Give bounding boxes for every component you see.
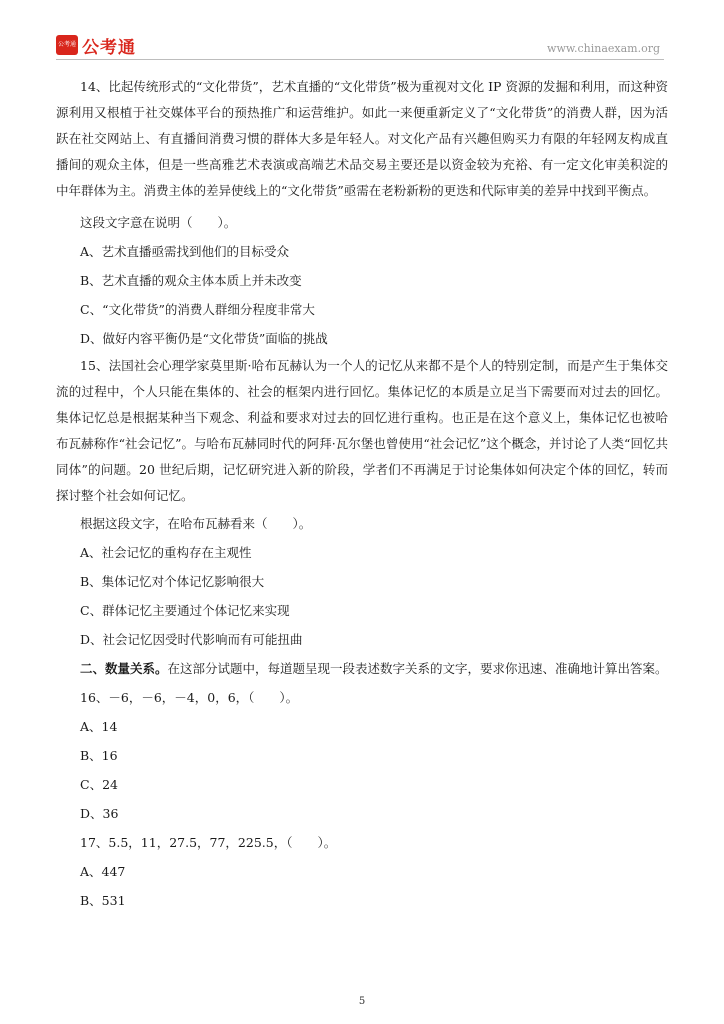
question-15-option-d: D、社会记忆因受时代影响而有可能扭曲	[80, 632, 303, 647]
question-16-option-b: B、16	[80, 748, 118, 763]
question-17-prompt: 17、5.5，11，27.5，77，225.5，（ ）。	[80, 835, 337, 850]
header-divider	[56, 59, 664, 60]
question-17-option-b: B、531	[80, 893, 126, 908]
document-body	[56, 74, 668, 915]
page-header	[56, 34, 664, 58]
question-15-passage: 15、法国社会心理学家莫里斯·哈布瓦赫认为一个人的记忆从来都不是个人的特别定制，而是产生于集体交流的过程中，个人只能在集体的、社会的框架内进行回忆。集体记忆的本质是立足当下需要而对过去的回忆。集体记忆总是根据某种当下观念、利益和要求对过去的回忆进行重构。也正是在这个意义上，集体记忆也被哈布瓦赫称作“社会记忆”。与哈布瓦赫同时代的阿拜·瓦尔堡也曾使用“社会记忆”这个概念，并讨论了人类“回忆共同体”的问题。20 世纪后期，记忆研究进入新的阶段，学者们不再满足于讨论集体如何决定个体的回忆，转而探讨整个社会如何记忆。	[56, 358, 668, 503]
logo-text: 公考通	[82, 37, 136, 58]
question-14-option-d: D、做好内容平衡仍是“文化带货”面临的挑战	[80, 331, 328, 346]
question-14-option-a: A、艺术直播亟需找到他们的目标受众	[80, 244, 290, 259]
question-15-option-b: B、集体记忆对个体记忆影响很大	[80, 574, 265, 589]
logo-badge: 公考通	[56, 35, 78, 55]
question-14-option-b: B、艺术直播的观众主体本质上并未改变	[80, 273, 302, 288]
question-14-passage: 14、比起传统形式的“文化带货”，艺术直播的“文化带货”极为重视对文化 IP 资源的发掘和利用，而这种资源利用又根植于社交媒体平台的预热推广和运营维护。如此一来便重新定义了“文化带货”的消费人群，因为活跃在社交网站上、有直播间消费习惯的群体大多是年轻人。对文化产品有兴趣但购买力有限的年轻网友构成直播间的观众主体，但是一些高雅艺术表演或高端艺术品交易主要还是以资金较为充裕、有一定文化审美积淀的中年群体为主。消费主体的差异使线上的“文化带货”亟需在老粉新粉的更迭和代际审美的差异中找到平衡点。	[56, 79, 668, 198]
section-instruction: 在这部分试题中，每道题呈现一段表述数字关系的文字，要求你迅速、准确地计算出答案。	[167, 661, 668, 676]
logo	[56, 34, 136, 56]
question-17-option-a: A、447	[80, 864, 126, 879]
question-15-prompt: 根据这段文字，在哈布瓦赫看来（ ）。	[80, 516, 312, 531]
question-15-option-a: A、社会记忆的重构存在主观性	[80, 545, 252, 560]
question-15-option-c: C、群体记忆主要通过个体记忆来实现	[80, 603, 290, 618]
question-16-option-a: A、14	[80, 719, 118, 734]
question-14-option-c: C、“文化带货”的消费人群细分程度非常大	[80, 302, 315, 317]
question-14-prompt: 这段文字意在说明（ ）。	[80, 215, 237, 230]
question-16-option-d: D、36	[80, 806, 119, 821]
section-title: 二、数量关系。	[80, 661, 168, 676]
page-number: 5	[358, 996, 366, 1007]
section-heading	[56, 654, 668, 683]
question-16-prompt: 16、－6，－6，－4，0，6，（ ）。	[80, 690, 299, 705]
site-url: www.chinaexam.org	[547, 42, 660, 55]
question-16-option-c: C、24	[80, 777, 118, 792]
